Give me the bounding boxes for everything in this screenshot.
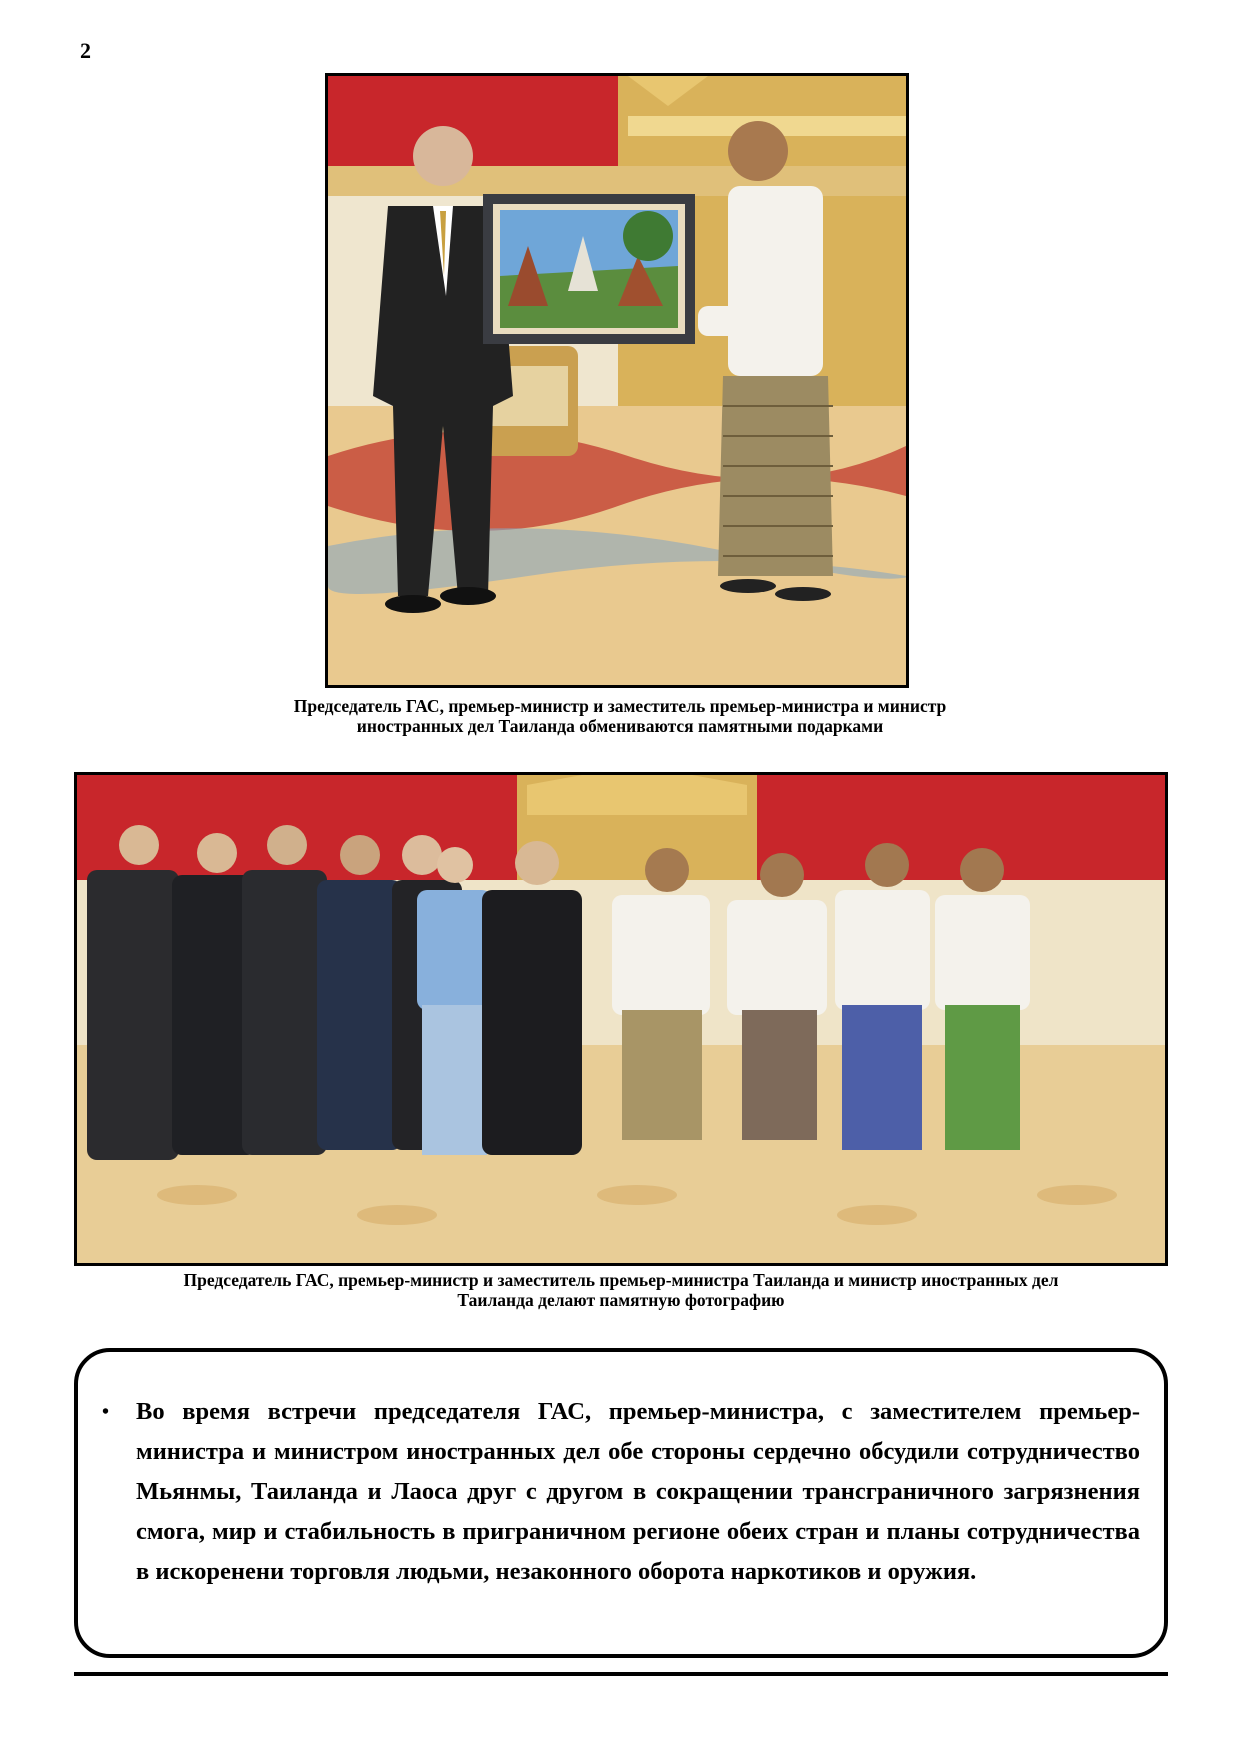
summary-text: Во время встречи председателя ГАС, премьер-министра, с заместителем премьер-министра и министром иностранных дел обе стороны сердечно обсудили сотрудничество Мьянмы, Таиланда и Лаоса друг с другом в сокращении трансграничного загрязнения смога, мир и стабильность в приграничном регионе обеих стран и планы сотрудничества в искоренени торговля людьми, незаконного оборота наркотиков и оружия. [136,1398,1140,1585]
bullet-icon: • [102,1401,110,1423]
photo2-caption [74,1270,1168,1310]
summary-list [102,1392,1140,1592]
caption-line: Председатель ГАС, премьер-министр и заместитель премьер-министра Таиланда и министр иностранных дел [183,1270,1059,1290]
caption-line: Председатель ГАС, премьер-министр и заместитель премьер-министра и министр [293,696,947,716]
summary-box [74,1348,1168,1658]
photo-group [74,772,1168,1266]
summary-item [102,1392,1140,1592]
bottom-divider [74,1672,1168,1676]
photo1-caption [200,696,1040,736]
caption-line: Таиланда делают памятную фотографию [457,1290,785,1310]
page-number: 2 [80,38,91,63]
photo-gift-exchange [325,73,909,688]
caption-line: иностранных дел Таиланда обмениваются памятными подарками [356,716,884,736]
